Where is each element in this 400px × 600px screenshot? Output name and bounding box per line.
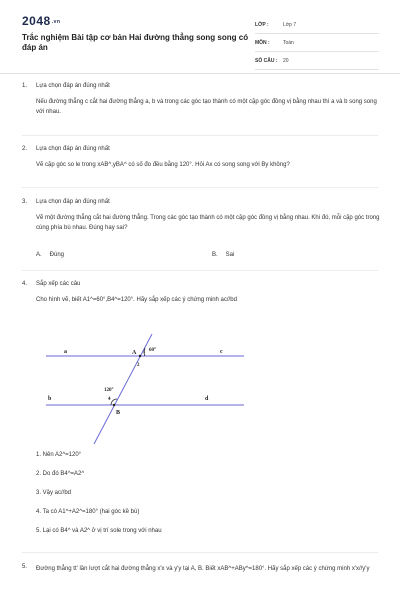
question-body: Vẽ cặp góc so le trong xAB^,yBA^ có số đo đều bằng 120°. Hỏi Ax có song song với By không? [36,162,290,168]
question-prompt: Lựa chọn đáp án đúng nhất [36,146,110,152]
meta-value: 20 [283,57,289,64]
meta-row-class [255,16,379,34]
meta-info [255,16,379,70]
label-point-b: B [116,410,121,416]
answer-option-b[interactable] [212,252,234,258]
page-title: Trắc nghiệm Bài tập cơ bản Hai đường thẳng song song có đáp án [22,33,249,52]
question-divider [22,135,378,136]
meta-row-count [255,52,379,70]
question-number: 2. [22,146,28,152]
label-angle-2: 2 [137,363,140,368]
site-logo[interactable] [22,14,60,28]
point-a [139,355,141,357]
label-point-a: A [132,350,137,356]
option-letter: A. [36,252,42,258]
question-number: 5. [22,564,28,570]
question-prompt: Lựa chọn đáp án đúng nhất [36,199,110,205]
sort-step[interactable]: 4. Ta có A1^+A2^=180° (hai góc kề bù) [36,509,140,515]
option-text: Sai [225,252,235,258]
meta-label: SỐ CÂU : [255,57,278,64]
label-angle-4: 4 [108,397,111,402]
header-divider [0,73,400,74]
sort-steps-list [36,450,162,545]
label-d: d [205,396,209,402]
meta-label: LỚP : [255,21,269,28]
sort-step[interactable]: 1. Nên A2^=120° [36,452,82,458]
question-body: Vẽ một đường thẳng cắt hai đường thẳng. Trong các góc tạo thành có một cặp góc đồng vị bằng nhau. Khi đó, mỗi cặp góc trong cùng phía bù nhau. Đúng hay sai? [36,215,380,231]
point-b [113,404,115,406]
question-divider [22,552,378,553]
label-b: b [48,396,52,402]
question-body: Đường thẳng tt' lần lượt cắt hai đường thẳng x'x và y'y tại A, B. Biết xAB^+ABy^=180°. Hãy sắp xếp các ý chứng minh x'x//y'y [36,566,370,572]
question-body: Nếu đường thẳng c cắt hai đường thẳng a, b và trong các góc tạo thành có một cặp góc đồng vị bằng nhau thì a và b song song với nhau. [36,99,377,115]
meta-value: Toán [283,39,294,46]
option-letter: B. [212,252,218,258]
question-number: 1. [22,83,28,89]
meta-row-subject [255,34,379,52]
logo-text: 2048 [22,14,51,28]
question-number: 4. [22,281,28,287]
meta-value: Lớp 7 [283,21,297,28]
label-angle-1: 1 [143,350,146,355]
label-angle-120: 120° [104,388,114,393]
label-a: a [64,349,67,355]
header [0,0,400,66]
sort-step[interactable]: 2. Do đó B4^=A2^ [36,471,85,477]
sort-step[interactable]: 5. Lại có B4^ và A2^ ở vị trí sole trong với nhau [36,528,162,534]
logo-suffix: .vn [51,18,61,25]
sort-step[interactable]: 3. Vậy ac//bd [36,490,72,496]
question-prompt: Sắp xếp các câu [36,281,81,287]
answer-option-a[interactable] [36,252,64,258]
question-divider [22,270,378,271]
label-c: c [220,349,223,355]
option-text: Đúng [49,252,65,258]
question-number: 3. [22,199,28,205]
meta-label: MÔN : [255,39,270,46]
geometry-figure [0,320,400,450]
question-prompt: Lựa chọn đáp án đúng nhất [36,83,110,89]
label-angle-60: 60° [149,348,156,353]
question-body: Cho hình vẽ, biết A1^=60°,B4^=120°. Hãy sắp xếp các ý chứng minh ac//bd [36,297,237,303]
question-divider [22,187,378,188]
